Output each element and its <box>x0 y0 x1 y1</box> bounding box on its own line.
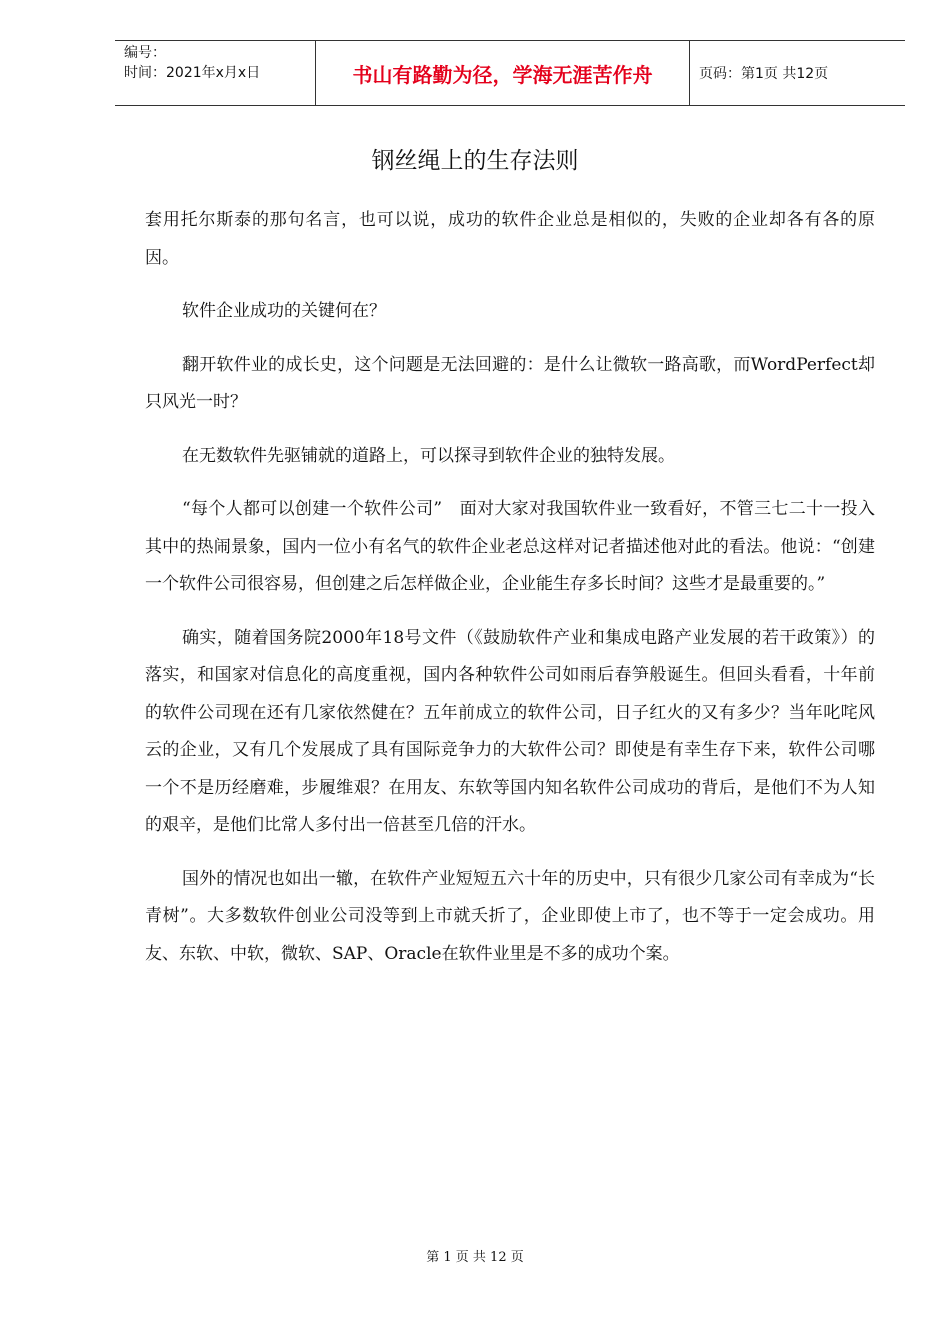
document-title: 钢丝绳上的生存法则 <box>371 148 579 174</box>
paragraph: 翻开软件业的成长史，这个问题是无法回避的：是什么让微软一路高歌，而WordPerfect却只风光一时？ <box>145 354 875 412</box>
paragraph: 套用托尔斯泰的那句名言，也可以说，成功的软件企业总是相似的，失败的企业却各有各的原因。 <box>145 210 875 268</box>
time-label: 时间：2021年x月x日 <box>124 65 261 81</box>
paragraph: “每个人都可以创建一个软件公司” 面对大家对我国软件业一致看好，不管三七二十一投入其中的热闹景象，国内一位小有名气的软件企业老总这样对记者描述他对此的看法。他说：“创建一个软件公司很容易，但创建之后怎样做企业，企业能生存多长时间？这些才是最重要的。” <box>145 499 875 594</box>
header-motto: 书山有路勤为径，学海无涯苦作舟 <box>316 41 690 105</box>
paragraph: 国外的情况也如出一辙，在软件产业短短五六十年的历史中，只有很少几家公司有幸成为“长青树”。大多数软件创业公司没等到上市就夭折了，企业即使上市了，也不等于一定会成功。用友、东软、中软，微软、SAP、Oracle在软件业里是不多的成功个案。 <box>145 868 875 964</box>
header-page-info: 页码：第1页 共12页 <box>699 66 829 82</box>
document-body <box>145 202 875 989</box>
paragraph: 软件企业成功的关键何在？ <box>182 301 386 321</box>
page-footer: 第 1 页 共 12 页 <box>426 1250 524 1265</box>
paragraph: 确实，随着国务院2000年18号文件（《鼓励软件产业和集成电路产业发展的若干政策》）的落实，和国家对信息化的高度重视，国内各种软件公司如雨后春笋般诞生。但回头看看，十年前的软件公司现在还有几家依然健在？五年前成立的软件公司，日子红火的又有多少？当年叱咤风云的企业，又有几个发展成了具有国际竞争力的大软件公司？即使是有幸生存下来，软件公司哪一个不是历经磨难，步履维艰？在用友、东软等国内知名软件公司成功的背后，是他们不为人知的艰辛，是他们比常人多付出一倍甚至几倍的汗水。 <box>145 627 875 835</box>
header-meta <box>115 41 316 105</box>
page-header <box>115 40 905 106</box>
paragraph: 在无数软件先驱铺就的道路上，可以探寻到软件企业的独特发展。 <box>182 445 675 466</box>
number-label: 编号： <box>124 45 166 61</box>
